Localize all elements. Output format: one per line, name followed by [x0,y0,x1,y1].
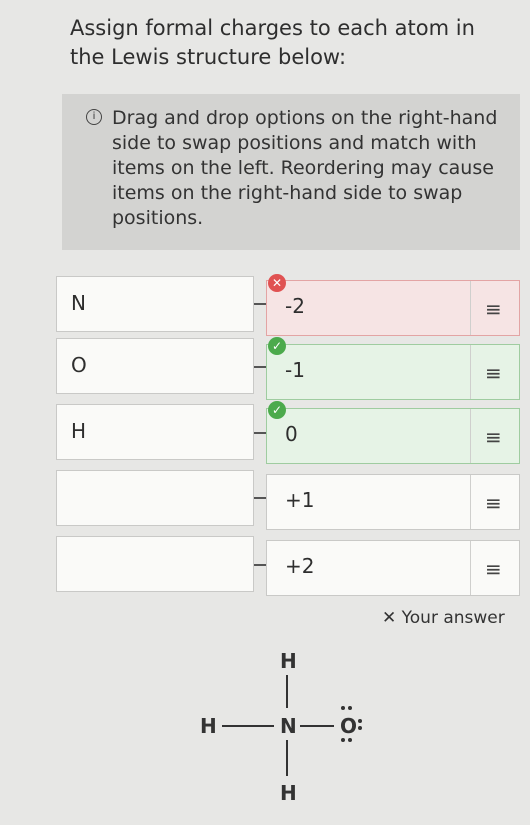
left-item-o [56,338,254,394]
correct-icon: ✓ [268,401,286,419]
instructions-panel [62,94,520,250]
drag-handle-icon: ≡ [485,425,502,449]
answer-option-label: +1 [285,488,315,512]
incorrect-icon: ✕ [268,274,286,292]
answer-option-neg1[interactable] [266,344,520,400]
answer-option-pos2[interactable] [266,540,520,596]
atom-h-bottom: H [280,781,297,805]
feedback-text: Your answer [401,608,505,628]
drag-handle[interactable] [470,345,519,399]
atom-h-top: H [280,649,297,673]
connector-line [254,303,266,305]
drag-handle[interactable] [470,541,519,595]
drag-handle[interactable] [470,281,519,335]
answer-option-label: +2 [285,554,315,578]
left-item-empty [56,536,254,592]
drag-handle-icon: ≡ [485,297,502,321]
left-item-n [56,276,254,332]
answer-option-label: -2 [285,294,305,318]
atom-o: O [340,714,358,738]
correct-icon: ✓ [268,337,286,355]
drag-handle-icon: ≡ [485,361,502,385]
connector-line [254,432,266,434]
answer-option-0[interactable] [266,408,520,464]
instructions-text: Drag and drop options on the right-hand side to swap positions and match with items on the left. Reordering may cause items on the right-hand side to swap positions. [112,107,498,229]
drag-handle-icon: ≡ [485,491,502,515]
connector-line [254,497,266,499]
x-icon: ✕ [382,608,397,628]
answer-option-neg2[interactable] [266,280,520,336]
drag-handle[interactable] [470,475,519,529]
connector-line [254,366,266,368]
drag-handle-icon: ≡ [485,557,502,581]
left-item-label: H [71,419,87,443]
connector-line [254,564,266,566]
left-item-label: O [71,353,87,377]
answer-option-label: -1 [285,358,305,382]
answer-option-label: 0 [285,422,298,446]
atom-h-left: H [200,714,217,738]
left-item-label: N [71,291,86,315]
left-item-h [56,404,254,460]
answer-feedback [382,608,505,628]
answer-option-pos1[interactable] [266,474,520,530]
drag-handle[interactable] [470,409,519,463]
left-item-empty [56,470,254,526]
lewis-structure-diagram [190,640,410,815]
info-icon: i [86,109,102,125]
question-prompt: Assign formal charges to each atom in the Lewis structure below: [70,16,475,69]
atom-n: N [280,714,297,738]
